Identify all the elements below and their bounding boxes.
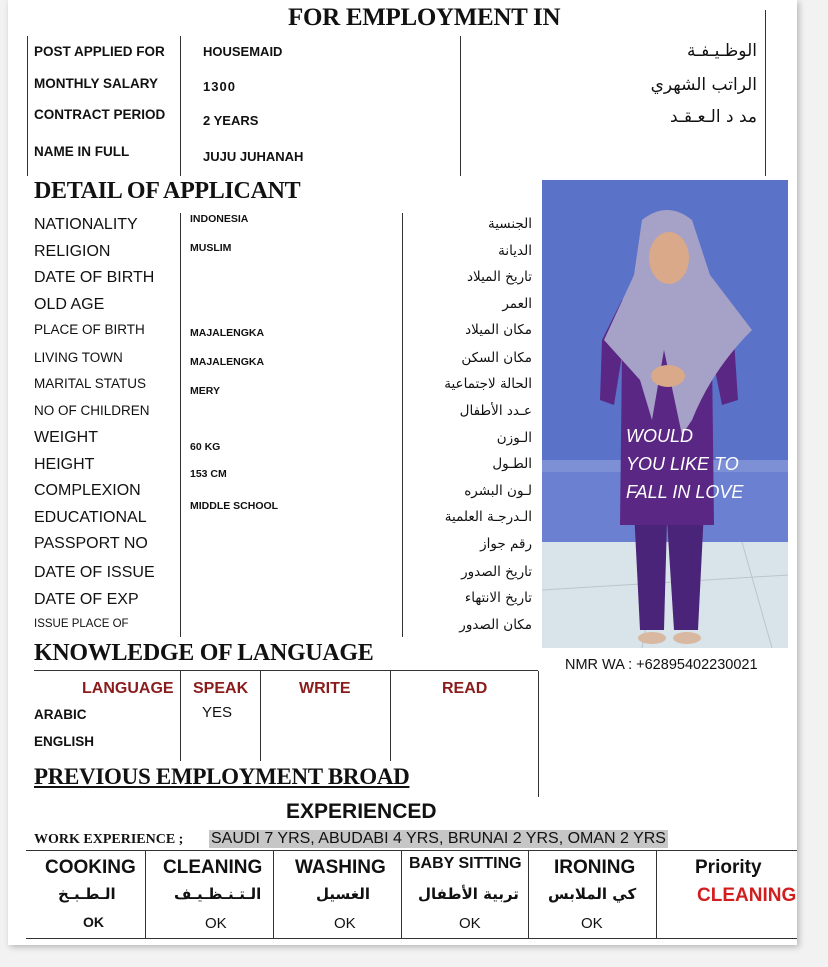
divider xyxy=(180,36,181,176)
complexion-arabic: لـون البشره xyxy=(464,483,532,499)
weight-arabic: الـوزن xyxy=(496,430,532,446)
nationality-value: INDONESIA xyxy=(190,213,249,225)
divider xyxy=(460,36,461,176)
complexion-label: COMPLEXION xyxy=(34,482,141,499)
shirt-text-2: YOU LIKE TO xyxy=(626,454,739,474)
exp-date-arabic: تاريخ الانتهاء xyxy=(464,590,532,606)
post-arabic: الوظـيـفـة xyxy=(686,41,757,61)
skill-baby-sitting-status: OK xyxy=(459,915,481,932)
skill-washing-status: OK xyxy=(334,915,356,932)
height-arabic: الطـول xyxy=(492,456,532,472)
birthplace-arabic: مكان الميلاد xyxy=(465,322,532,338)
arabic-speak: YES xyxy=(202,704,233,721)
language-heading: KNOWLEDGE OF LANGUAGE xyxy=(34,640,374,666)
salary-arabic: الراتب الشهري xyxy=(650,75,757,95)
experienced-label: EXPERIENCED xyxy=(286,800,437,823)
weight-value: 60 KG xyxy=(190,441,221,453)
religion-value: MUSLIM xyxy=(190,242,232,254)
work-experience-label: WORK EXPERIENCE ; xyxy=(34,832,184,847)
living-town-label: LIVING TOWN xyxy=(34,350,123,365)
shirt-text-1: WOULD xyxy=(626,426,693,446)
divider xyxy=(401,850,402,938)
living-town-arabic: مكان السكن xyxy=(461,350,532,366)
post-value: HOUSEMAID xyxy=(203,44,283,59)
dob-arabic: تاريخ الميلاد xyxy=(467,269,532,285)
priority-value: CLEANING xyxy=(697,885,797,906)
skill-cleaning-status: OK xyxy=(205,915,227,932)
divider xyxy=(26,938,797,939)
issue-date-arabic: تاريخ الصدور xyxy=(461,564,532,580)
marital-arabic: الحالة لاجتماعية xyxy=(444,376,532,392)
divider xyxy=(180,213,181,637)
divider xyxy=(180,671,181,761)
salary-value: 1300 xyxy=(203,79,236,94)
shirt-text-3: FALL IN LOVE xyxy=(626,482,744,502)
form-title: FOR EMPLOYMENT IN xyxy=(288,4,561,31)
skill-cleaning: CLEANING xyxy=(163,857,263,878)
skill-cooking-arabic: الـطـبـخ xyxy=(58,885,116,903)
nationality-arabic: الجنسية xyxy=(487,216,532,232)
applicant-photo-drawing xyxy=(542,180,788,648)
divider xyxy=(34,670,538,671)
contact-number: NMR WA : +62895402230021 xyxy=(565,657,758,673)
name-label: NAME IN FULL xyxy=(34,144,130,159)
language-row-arabic: ARABIC xyxy=(34,707,87,722)
passport-arabic: رقم جواز xyxy=(480,536,532,552)
skill-cleaning-arabic: الـتـنـظـيـف xyxy=(174,885,262,903)
issue-place-arabic: مكان الصدور xyxy=(459,617,532,633)
post-label: POST APPLIED FOR xyxy=(34,44,165,59)
divider xyxy=(260,671,261,761)
exp-date-label: DATE OF EXP xyxy=(34,591,139,608)
employment-form xyxy=(8,0,797,945)
dob-label: DATE OF BIRTH xyxy=(34,269,155,286)
contract-arabic: مد د الـعـقـد xyxy=(670,107,757,127)
age-arabic: العمر xyxy=(502,296,532,312)
priority-label: Priority xyxy=(695,857,762,878)
name-value: JUJU JUHANAH xyxy=(203,149,304,164)
educational-arabic: الـدرجـة العلمية xyxy=(444,509,532,525)
height-label: HEIGHT xyxy=(34,456,95,473)
weight-label: WEIGHT xyxy=(34,429,98,446)
divider xyxy=(145,850,146,938)
height-value: 153 CM xyxy=(190,468,227,480)
contract-value: 2 YEARS xyxy=(203,113,259,128)
skill-cooking-status: OK xyxy=(83,914,104,930)
divider xyxy=(538,671,539,797)
skill-baby-sitting: BABY SITTING xyxy=(409,855,522,872)
nationality-label: NATIONALITY xyxy=(34,216,138,233)
speak-col-header: SPEAK xyxy=(193,680,249,697)
skill-baby-sitting-arabic: تربية الأطفال xyxy=(418,885,519,903)
contract-label: CONTRACT PERIOD xyxy=(34,107,166,122)
divider xyxy=(390,671,391,761)
language-col-header: LANGUAGE xyxy=(82,680,174,697)
divider xyxy=(765,10,766,176)
language-row-english: ENGLISH xyxy=(34,734,95,749)
divider xyxy=(273,850,274,938)
divider xyxy=(528,850,529,938)
write-col-header: WRITE xyxy=(299,680,351,697)
birthplace-value: MAJALENGKA xyxy=(190,327,265,339)
educational-label: EDUCATIONAL xyxy=(34,509,147,526)
marital-value: MERY xyxy=(190,385,220,397)
skill-ironing-status: OK xyxy=(581,915,603,932)
salary-label: MONTHLY SALARY xyxy=(34,76,159,91)
read-col-header: READ xyxy=(442,680,488,697)
complexion-value: MIDDLE SCHOOL xyxy=(190,500,279,512)
divider xyxy=(402,213,403,637)
marital-label: MARITAL STATUS xyxy=(34,376,147,391)
skill-washing-arabic: الغسيل xyxy=(316,885,371,903)
children-label: NO OF CHILDREN xyxy=(34,403,150,418)
passport-label: PASSPORT NO xyxy=(34,535,148,552)
living-town-value: MAJALENGKA xyxy=(190,356,265,368)
issue-date-label: DATE OF ISSUE xyxy=(34,564,155,581)
divider xyxy=(26,850,797,851)
applicant-photo xyxy=(542,180,788,648)
skill-washing: WASHING xyxy=(295,857,386,878)
issue-place-label: ISSUE PLACE OF xyxy=(34,618,129,630)
work-experience-value: SAUDI 7 YRS, ABUDABI 4 YRS, BRUNAI 2 YRS, OMAN 2 YRS xyxy=(211,830,666,847)
religion-arabic: الديانة xyxy=(498,243,532,259)
previous-heading: PREVIOUS EMPLOYMENT BROAD xyxy=(34,764,410,789)
children-arabic: عـدد الأطفال xyxy=(459,403,532,419)
divider xyxy=(27,36,28,176)
age-label: OLD AGE xyxy=(34,296,105,313)
skill-cooking: COOKING xyxy=(45,857,136,878)
skill-ironing: IRONING xyxy=(554,857,636,878)
skill-ironing-arabic: كي الملابس xyxy=(548,885,637,903)
applicant-heading: DETAIL OF APPLICANT xyxy=(34,178,301,204)
divider xyxy=(656,850,657,938)
religion-label: RELIGION xyxy=(34,243,111,260)
birthplace-label: PLACE OF BIRTH xyxy=(34,322,145,337)
